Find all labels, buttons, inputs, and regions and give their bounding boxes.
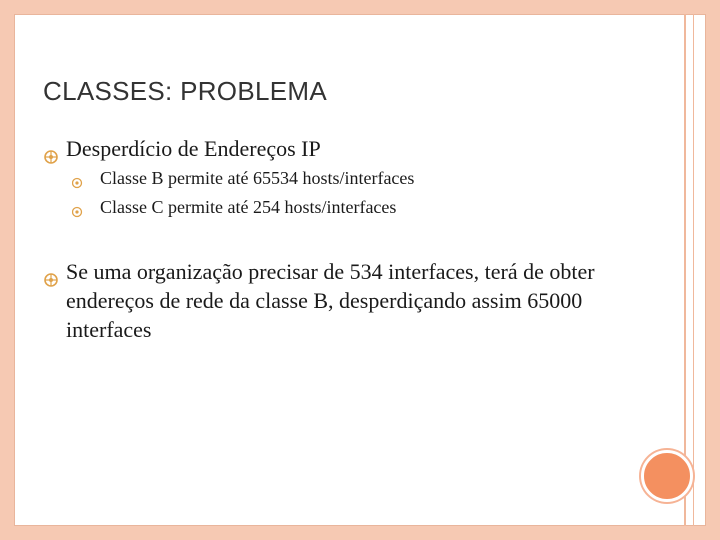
sun-wheel-icon [44, 142, 64, 171]
orange-circle-decoration [641, 450, 693, 502]
sun-wheel-icon [44, 265, 64, 294]
decorative-line [684, 14, 686, 526]
sub-bullet-text: Classe C permite até 254 hosts/interfaces [100, 197, 397, 217]
diamond-wheel-icon [72, 200, 100, 227]
sub-bullet-text: Classe B permite até 65534 hosts/interfaces [100, 168, 415, 188]
sub-bullet-item [72, 194, 396, 227]
bullet-text: Desperdício de Endereços IP [66, 136, 321, 161]
slide-title: CLASSES: PROBLEMA [43, 76, 327, 106]
bullet-text: Se uma organização precisar de 534 interfaces, terá de obter endereços de rede da classe B, desperdiçando assim 65000 interfaces [66, 259, 595, 342]
bullet-item [44, 257, 624, 344]
decorative-line [693, 14, 694, 526]
